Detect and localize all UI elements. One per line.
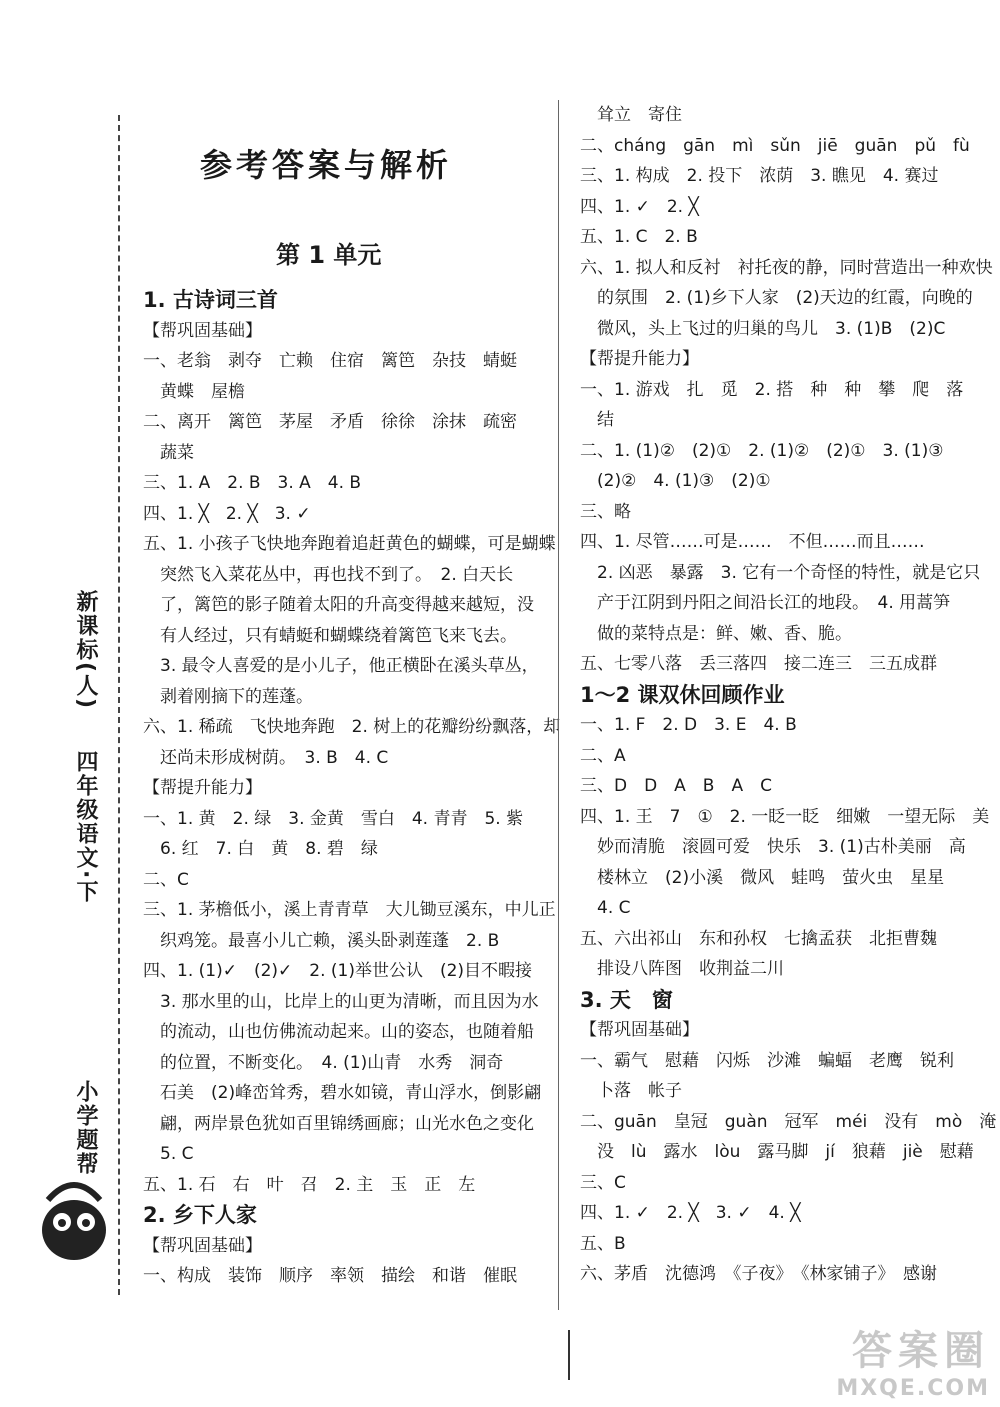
answer-line: 没 lù 露水 lòu 露马脚 jí 狼藉 jiè 慰藉 bbox=[597, 1142, 974, 1162]
answer-line: 一、老翁 剥夺 亡赖 住宿 篱笆 杂技 蜻蜓 bbox=[143, 351, 517, 371]
answer-line: 突然飞入菜花丛中，再也找不到了。 2. 白天长 bbox=[160, 564, 514, 585]
answer-line: 妙而清脆 滚圆可爱 快乐 3. (1)古朴美丽 高 bbox=[597, 837, 966, 857]
page-mark bbox=[568, 1330, 570, 1380]
answer-line: 三、C bbox=[580, 1172, 626, 1193]
series-name: 小学题帮 bbox=[73, 1080, 98, 1176]
answer-line: 二、C bbox=[143, 869, 189, 890]
answer-line: 【帮巩固基础】 bbox=[580, 1020, 699, 1040]
answer-line: 四、1. (1)✓ (2)✓ 2. (1)举世公认 (2)目不暇接 bbox=[143, 961, 533, 981]
answer-line: 二、cháng gān mì sǔn jiē guān pǔ fù bbox=[580, 135, 970, 156]
answer-line: 蔬菜 bbox=[160, 442, 194, 463]
answer-line: 一、1. F 2. D 3. E 4. B bbox=[580, 715, 797, 735]
answer-line: 三、1. 茅檐低小，溪上青青草 大儿锄豆溪东，中儿正 bbox=[143, 900, 556, 920]
answer-line: 【帮巩固基础】 bbox=[143, 1235, 262, 1256]
answer-line: 结 bbox=[597, 410, 614, 430]
answer-line: 【帮提升能力】 bbox=[580, 349, 699, 369]
answer-line: 三、D D A B A C bbox=[580, 776, 772, 796]
book-spine bbox=[0, 0, 130, 1407]
answer-line: 二、A bbox=[580, 745, 626, 766]
column-divider bbox=[558, 100, 559, 1310]
answer-line: 四、1. ╳ 2. ╳ 3. ✓ bbox=[143, 503, 311, 524]
lesson-heading: 2. 乡下人家 bbox=[143, 1203, 257, 1227]
answer-line: 做的菜特点是：鲜、嫩、香、脆。 bbox=[597, 623, 852, 644]
answer-line: 3. 那水里的山，比岸上的山更为清晰，而且因为水 bbox=[160, 991, 539, 1012]
answer-line: 五、1. C 2. B bbox=[580, 227, 698, 247]
answer-line: 一、构成 装饰 顺序 率领 描绘 和谐 催眠 bbox=[143, 1266, 517, 1286]
answer-line: 6. 红 7. 白 黄 8. 碧 绿 bbox=[160, 839, 378, 859]
answer-line: 石美 (2)峰峦耸秀，碧水如镜，青山浮水，倒影翩 bbox=[160, 1083, 542, 1103]
answer-line: 四、1. ✓ 2. ╳ 3. ✓ 4. ╳ bbox=[580, 1203, 801, 1223]
page-title: 参考答案与解析 bbox=[200, 146, 453, 184]
answer-line: 四、1. 王 7 ① 2. 一眨一眨 细嫩 一望无际 美 bbox=[580, 806, 990, 827]
watermark-main: 答案圈 bbox=[852, 1328, 990, 1374]
answer-line: 一、1. 游戏 扎 觅 2. 搭 种 种 攀 爬 落 bbox=[580, 379, 964, 400]
answer-line: 4. C bbox=[597, 898, 631, 918]
answer-line: 耸立 寄住 bbox=[597, 105, 682, 125]
lesson-heading: 1. 古诗词三首 bbox=[143, 288, 278, 312]
answer-line: 微风，头上飞过的归巢的鸟儿 3. (1)B (2)C bbox=[597, 318, 946, 339]
answer-line: 卜落 帐子 bbox=[597, 1081, 682, 1101]
answer-line: 五、1. 石 右 叶 召 2. 主 玉 正 左 bbox=[143, 1174, 476, 1195]
answer-line: 产于江阴到丹阳之间沿长江的地段。 4. 用蒿笋 bbox=[597, 593, 951, 613]
lesson-heading: 3. 天 窗 bbox=[580, 987, 673, 1012]
edition-label: 新课标(人) bbox=[73, 590, 98, 711]
answer-line: 二、离开 篱笆 茅屋 矛盾 徐徐 涂抹 疏密 bbox=[143, 412, 517, 432]
answer-line: 三、略 bbox=[580, 501, 631, 522]
answer-line: 五、六出祁山 东和孙权 七擒孟获 北拒曹魏 bbox=[580, 928, 937, 949]
answer-line: 的氛围 2. (1)乡下人家 (2)天边的红霞，向晚的 bbox=[597, 288, 973, 308]
answer-line: 织鸡笼。最喜小儿亡赖，溪头卧剥莲蓬 2. B bbox=[160, 930, 500, 951]
watermark-url: MXQE.COM bbox=[836, 1376, 990, 1401]
answer-line: 【帮提升能力】 bbox=[143, 778, 262, 798]
cut-line bbox=[118, 115, 120, 1295]
answer-line: 一、霸气 慰藉 闪烁 沙滩 蝙蝠 老鹰 锐利 bbox=[580, 1050, 954, 1071]
grade-subject: 四年级语文·下 bbox=[73, 750, 98, 905]
answer-line: 四、1. ✓ 2. ╳ bbox=[580, 196, 699, 217]
answer-line: 四、1. 尽管……可是…… 不但……而且…… bbox=[580, 532, 925, 552]
answer-line: 有人经过，只有蜻蜓和蝴蝶绕着篱笆飞来飞去。 bbox=[160, 625, 517, 646]
answer-line: 黄蝶 屋檐 bbox=[160, 381, 245, 402]
answer-line: 翩，两岸景色犹如百里锦绣画廊；山光水色之变化 bbox=[160, 1113, 534, 1134]
watermark bbox=[836, 1319, 990, 1401]
answer-line: 还尚未形成树荫。 3. B 4. C bbox=[160, 747, 389, 768]
answer-line: 排设八阵图 收荆益二川 bbox=[597, 959, 784, 979]
answer-line: 的位置，不断变化。 4. (1)山青 水秀 洞奇 bbox=[160, 1052, 504, 1073]
answer-line: 二、guān 皇冠 guàn 冠军 méi 没有 mò 淹 bbox=[580, 1111, 997, 1132]
answer-line: 2. 凶恶 暴露 3. 它有一个奇怪的特性，就是它只 bbox=[597, 562, 981, 583]
lesson-heading: 1～2 课双休回顾作业 bbox=[580, 682, 785, 707]
unit-title: 第 1 单元 bbox=[276, 241, 382, 269]
answer-line: 二、1. (1)② (2)① 2. (1)② (2)① 3. (1)③ bbox=[580, 440, 944, 461]
answer-line: 剥着刚摘下的莲蓬。 bbox=[160, 686, 313, 707]
answer-line: 五、七零八落 丢三落四 接二连三 三五成群 bbox=[580, 654, 937, 674]
answer-line: 一、1. 黄 2. 绿 3. 金黄 雪白 4. 青青 5. 紫 bbox=[143, 808, 524, 829]
answer-line: 三、1. 构成 2. 投下 浓荫 3. 瞧见 4. 赛过 bbox=[580, 166, 939, 186]
answer-line: 三、1. A 2. B 3. A 4. B bbox=[143, 473, 362, 493]
answer-line: (2)② 4. (1)③ (2)① bbox=[597, 471, 771, 491]
mascot-logo bbox=[34, 1160, 114, 1270]
answer-line: 的流动，山也仿佛流动起来。山的姿态，也随着船 bbox=[160, 1022, 534, 1042]
answer-line: 【帮巩固基础】 bbox=[143, 320, 262, 341]
answer-line: 五、B bbox=[580, 1233, 626, 1254]
answer-line: 楼林立 (2)小溪 微风 蛙鸣 萤火虫 星星 bbox=[597, 867, 945, 888]
answer-line: 了，篱笆的影子随着太阳的升高变得越来越短，没 bbox=[160, 595, 534, 615]
answer-line: 5. C bbox=[160, 1144, 194, 1164]
answer-line: 六、茅盾 沈德鸿 《子夜》 《林家铺子》 感谢 bbox=[580, 1264, 937, 1284]
answer-line: 六、1. 稀疏 飞快地奔跑 2. 树上的花瓣纷纷飘落，却 bbox=[143, 717, 561, 737]
answer-line: 3. 最令人喜爱的是小儿子，他正横卧在溪头草丛， bbox=[160, 656, 539, 676]
answer-line: 五、1. 小孩子飞快地奔跑着追赶黄色的蝴蝶，可是蝴蝶 bbox=[143, 534, 556, 554]
answer-line: 六、1. 拟人和反衬 衬托夜的静，同时营造出一种欢快 bbox=[580, 257, 993, 278]
